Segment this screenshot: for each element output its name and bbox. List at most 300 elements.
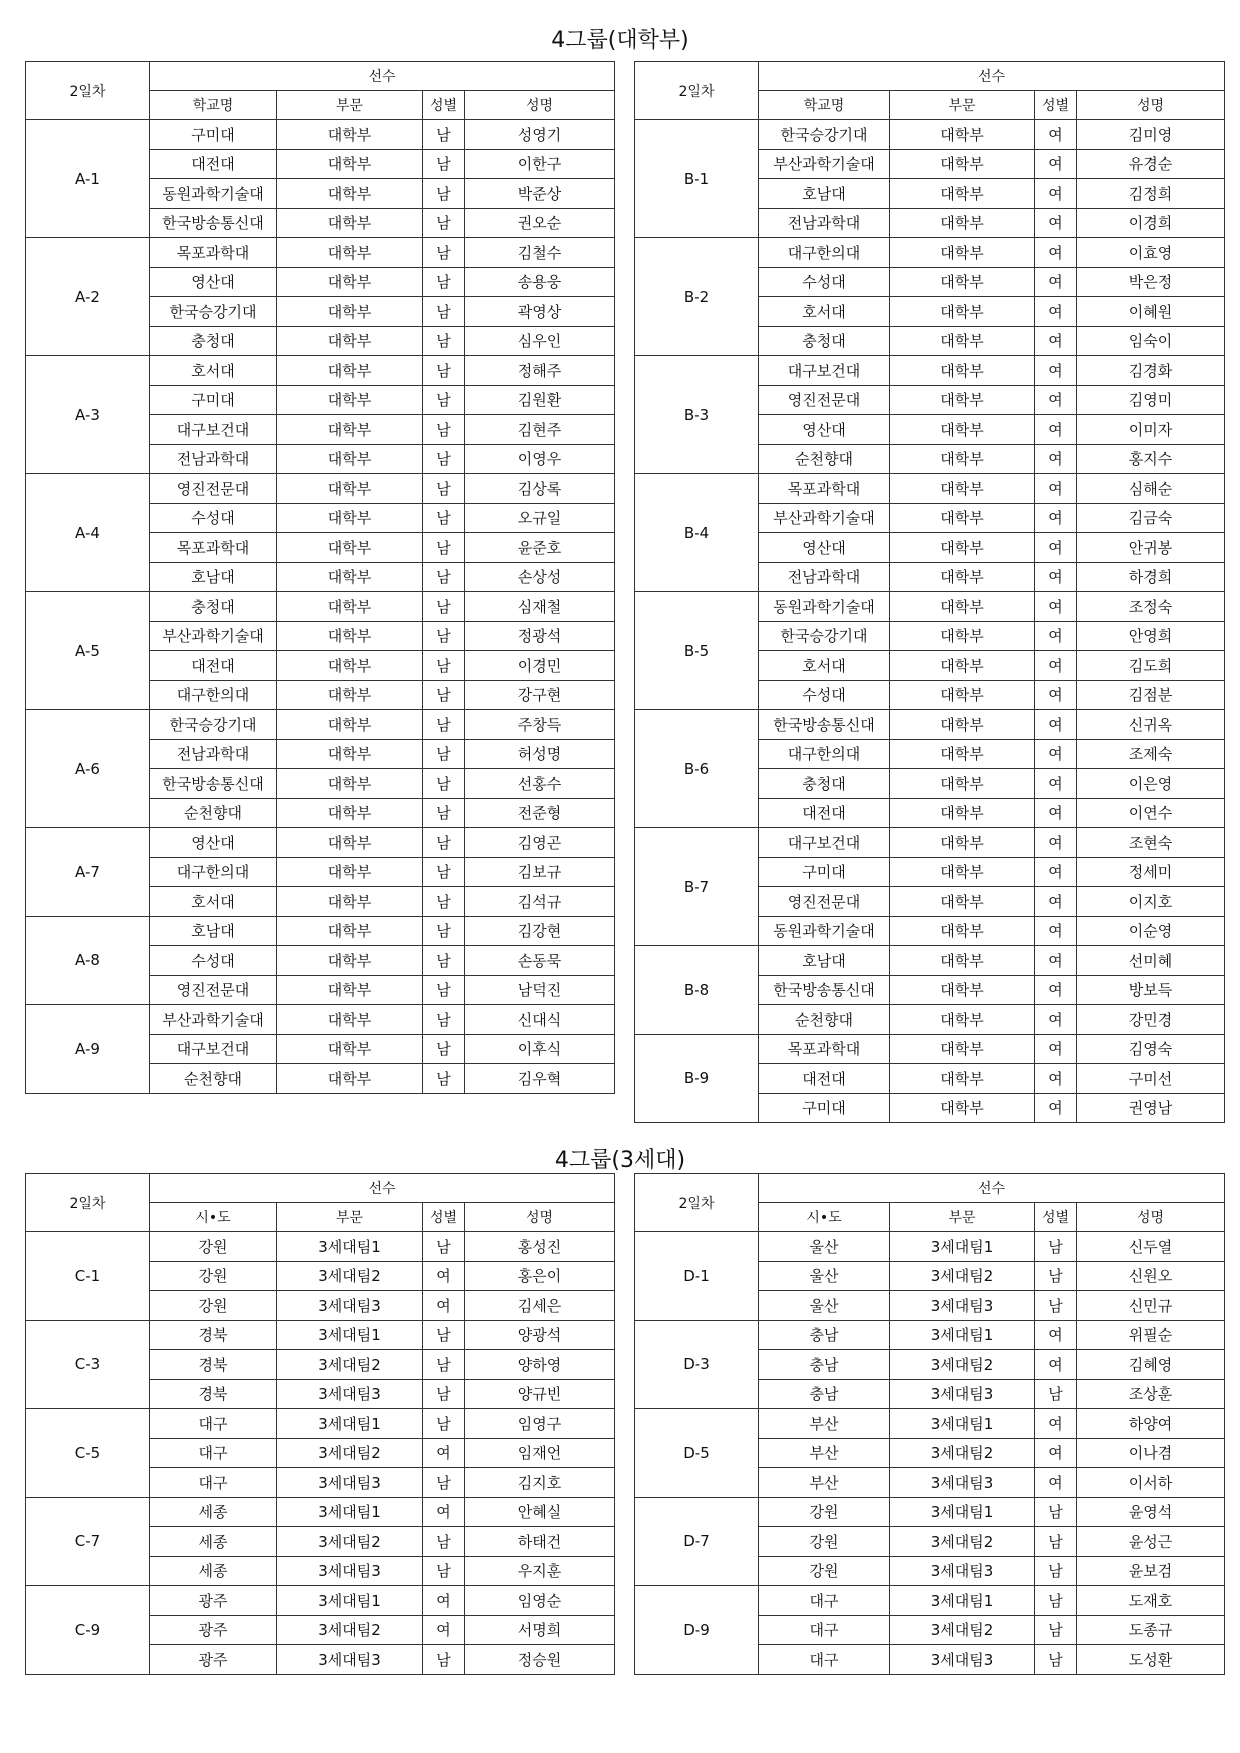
school-cell: 호남대 <box>150 562 277 592</box>
division-cell: 대학부 <box>277 975 423 1005</box>
division-cell: 대학부 <box>890 857 1035 887</box>
school-cell: 호서대 <box>150 887 277 917</box>
school-cell: 영진전문대 <box>150 975 277 1005</box>
school-cell: 한국방송통신대 <box>759 710 890 740</box>
table-row <box>26 1320 615 1350</box>
gender-cell: 남 <box>423 208 465 238</box>
gender-cell: 남 <box>423 739 465 769</box>
group-label: C-5 <box>26 1409 150 1498</box>
division-cell: 대학부 <box>277 179 423 209</box>
division-cell: 3세대팀2 <box>890 1438 1035 1468</box>
gender-cell: 남 <box>423 769 465 799</box>
division-cell: 대학부 <box>890 503 1035 533</box>
gender-cell: 여 <box>423 1261 465 1291</box>
gender-cell: 여 <box>1035 1093 1077 1123</box>
school-cell: 전남과학대 <box>759 562 890 592</box>
gender-cell: 남 <box>1035 1645 1077 1675</box>
name-cell: 양광석 <box>465 1320 615 1350</box>
school-cell: 구미대 <box>759 857 890 887</box>
group-label: A-9 <box>26 1005 150 1094</box>
name-cell: 김영미 <box>1077 385 1225 415</box>
school-cell: 수성대 <box>150 946 277 976</box>
region-cell: 경북 <box>150 1379 277 1409</box>
roster-table-a <box>25 61 615 1094</box>
group-label: D-7 <box>635 1497 759 1586</box>
school-cell: 부산과학기술대 <box>150 621 277 651</box>
name-cell: 안영희 <box>1077 621 1225 651</box>
school-cell: 수성대 <box>759 680 890 710</box>
region-cell: 충남 <box>759 1350 890 1380</box>
name-cell: 신귀옥 <box>1077 710 1225 740</box>
gender-cell: 남 <box>423 503 465 533</box>
division-header: 부문 <box>890 91 1035 120</box>
school-cell: 호서대 <box>759 297 890 327</box>
table-row <box>635 946 1225 976</box>
group-label: C-1 <box>26 1232 150 1321</box>
region-cell: 경북 <box>150 1350 277 1380</box>
division-cell: 대학부 <box>277 916 423 946</box>
division-cell: 대학부 <box>890 798 1035 828</box>
gender-cell: 여 <box>1035 739 1077 769</box>
gender-cell: 여 <box>1035 1005 1077 1035</box>
name-cell: 김지호 <box>465 1468 615 1498</box>
division-cell: 대학부 <box>277 1034 423 1064</box>
name-cell: 임숙이 <box>1077 326 1225 356</box>
name-cell: 권오순 <box>465 208 615 238</box>
day-header: 2일차 <box>635 62 759 120</box>
gender-cell: 여 <box>1035 415 1077 445</box>
name-cell: 이나겸 <box>1077 1438 1225 1468</box>
name-cell: 손동묵 <box>465 946 615 976</box>
division-cell: 3세대팀2 <box>277 1527 423 1557</box>
school-cell: 충청대 <box>759 769 890 799</box>
name-cell: 김점분 <box>1077 680 1225 710</box>
gender-cell: 여 <box>1035 798 1077 828</box>
school-cell: 한국방송통신대 <box>150 769 277 799</box>
name-cell: 김영숙 <box>1077 1034 1225 1064</box>
division-cell: 3세대팀2 <box>277 1350 423 1380</box>
gender-cell: 여 <box>1035 1034 1077 1064</box>
region-cell: 충남 <box>759 1320 890 1350</box>
gender-cell: 남 <box>423 1468 465 1498</box>
group-label: A-4 <box>26 474 150 592</box>
region-cell: 강원 <box>150 1261 277 1291</box>
gender-cell: 여 <box>1035 592 1077 622</box>
name-cell: 허성명 <box>465 739 615 769</box>
division-cell: 대학부 <box>890 120 1035 150</box>
name-cell: 손상성 <box>465 562 615 592</box>
division-header: 부문 <box>890 1203 1035 1232</box>
gender-cell: 남 <box>1035 1379 1077 1409</box>
division-cell: 대학부 <box>890 828 1035 858</box>
division-cell: 대학부 <box>277 769 423 799</box>
gender-cell: 남 <box>423 621 465 651</box>
name-header: 성명 <box>1077 91 1225 120</box>
division-cell: 3세대팀2 <box>890 1261 1035 1291</box>
table-row <box>635 592 1225 622</box>
name-cell: 오규일 <box>465 503 615 533</box>
name-cell: 임재언 <box>465 1438 615 1468</box>
section-title-university: 4그룹(대학부) <box>551 28 689 53</box>
school-cell: 구미대 <box>150 385 277 415</box>
name-cell: 신두열 <box>1077 1232 1225 1262</box>
name-cell: 도재호 <box>1077 1586 1225 1616</box>
group-label: A-3 <box>26 356 150 474</box>
day-header: 2일차 <box>26 1174 150 1232</box>
school-cell: 부산과학기술대 <box>759 503 890 533</box>
name-cell: 강민경 <box>1077 1005 1225 1035</box>
school-cell: 한국승강기대 <box>150 297 277 327</box>
name-cell: 선미혜 <box>1077 946 1225 976</box>
gender-cell: 남 <box>423 1645 465 1675</box>
header-row <box>26 1174 615 1203</box>
school-cell: 동원과학기술대 <box>759 592 890 622</box>
school-cell: 순천향대 <box>759 1005 890 1035</box>
school-cell: 순천향대 <box>150 798 277 828</box>
division-cell: 대학부 <box>890 267 1035 297</box>
division-cell: 3세대팀3 <box>277 1468 423 1498</box>
gender-cell: 여 <box>1035 474 1077 504</box>
name-cell: 구미선 <box>1077 1064 1225 1094</box>
name-cell: 박준상 <box>465 179 615 209</box>
table-row <box>635 474 1225 504</box>
name-cell: 이경민 <box>465 651 615 681</box>
school-cell: 한국방송통신대 <box>150 208 277 238</box>
division-cell: 대학부 <box>277 326 423 356</box>
school-cell: 대구한의대 <box>150 680 277 710</box>
region-cell: 세종 <box>150 1497 277 1527</box>
name-cell: 홍성진 <box>465 1232 615 1262</box>
gender-cell: 여 <box>1035 297 1077 327</box>
name-cell: 신대식 <box>465 1005 615 1035</box>
school-cell: 영진전문대 <box>150 474 277 504</box>
name-cell: 임영구 <box>465 1409 615 1439</box>
division-cell: 대학부 <box>277 592 423 622</box>
division-cell: 3세대팀1 <box>890 1586 1035 1616</box>
gender-cell: 남 <box>423 326 465 356</box>
gender-cell: 여 <box>1035 267 1077 297</box>
name-cell: 심우인 <box>465 326 615 356</box>
gender-cell: 남 <box>423 946 465 976</box>
division-cell: 대학부 <box>277 385 423 415</box>
gender-header: 성별 <box>423 91 465 120</box>
name-cell: 이서하 <box>1077 1468 1225 1498</box>
name-cell: 이순영 <box>1077 916 1225 946</box>
gender-cell: 여 <box>423 1615 465 1645</box>
name-cell: 정해주 <box>465 356 615 386</box>
region-cell: 강원 <box>759 1527 890 1557</box>
name-cell: 김혜영 <box>1077 1350 1225 1380</box>
school-cell: 수성대 <box>150 503 277 533</box>
table-row <box>635 238 1225 268</box>
name-cell: 윤성근 <box>1077 1527 1225 1557</box>
school-cell: 충청대 <box>150 592 277 622</box>
region-header: 시•도 <box>150 1203 277 1232</box>
name-cell: 하경희 <box>1077 562 1225 592</box>
division-cell: 대학부 <box>890 680 1035 710</box>
name-cell: 김정희 <box>1077 179 1225 209</box>
division-cell: 대학부 <box>277 621 423 651</box>
gender-cell: 여 <box>1035 208 1077 238</box>
division-cell: 대학부 <box>277 267 423 297</box>
table-row <box>26 120 615 150</box>
table-row <box>26 1005 615 1035</box>
division-cell: 대학부 <box>277 562 423 592</box>
division-cell: 대학부 <box>890 208 1035 238</box>
group-label: A-5 <box>26 592 150 710</box>
school-cell: 호남대 <box>150 916 277 946</box>
school-cell: 호남대 <box>759 946 890 976</box>
division-cell: 3세대팀2 <box>277 1261 423 1291</box>
division-cell: 대학부 <box>890 946 1035 976</box>
gender-cell: 여 <box>1035 326 1077 356</box>
gender-cell: 남 <box>423 916 465 946</box>
roster-table-c <box>25 1173 615 1675</box>
gender-cell: 남 <box>423 1034 465 1064</box>
region-cell: 울산 <box>759 1291 890 1321</box>
name-cell: 성영기 <box>465 120 615 150</box>
division-cell: 대학부 <box>277 887 423 917</box>
group-label: A-6 <box>26 710 150 828</box>
school-cell: 호서대 <box>150 356 277 386</box>
name-cell: 김미영 <box>1077 120 1225 150</box>
name-cell: 남덕진 <box>465 975 615 1005</box>
name-cell: 방보득 <box>1077 975 1225 1005</box>
gender-cell: 여 <box>1035 710 1077 740</box>
table-row <box>635 356 1225 386</box>
name-cell: 서명희 <box>465 1615 615 1645</box>
region-cell: 부산 <box>759 1409 890 1439</box>
school-cell: 한국승강기대 <box>759 621 890 651</box>
region-cell: 세종 <box>150 1556 277 1586</box>
name-cell: 주창득 <box>465 710 615 740</box>
division-cell: 대학부 <box>890 1064 1035 1094</box>
name-cell: 윤준호 <box>465 533 615 563</box>
name-cell: 임영순 <box>465 1586 615 1616</box>
group-label: A-7 <box>26 828 150 917</box>
division-cell: 대학부 <box>890 474 1035 504</box>
division-cell: 대학부 <box>890 710 1035 740</box>
gender-cell: 남 <box>423 297 465 327</box>
gender-cell: 여 <box>1035 887 1077 917</box>
table-row <box>635 1320 1225 1350</box>
name-cell: 홍은이 <box>465 1261 615 1291</box>
gender-cell: 남 <box>1035 1497 1077 1527</box>
table-row <box>26 1232 615 1262</box>
name-cell: 송용웅 <box>465 267 615 297</box>
school-cell: 동원과학기술대 <box>150 179 277 209</box>
table-row <box>635 1034 1225 1064</box>
table-row <box>26 592 615 622</box>
gender-cell: 남 <box>423 1320 465 1350</box>
gender-cell: 남 <box>423 120 465 150</box>
name-cell: 하태건 <box>465 1527 615 1557</box>
gender-cell: 남 <box>1035 1527 1077 1557</box>
players-header: 선수 <box>150 1174 615 1203</box>
group-label: D-1 <box>635 1232 759 1321</box>
gender-cell: 남 <box>423 1350 465 1380</box>
gender-cell: 남 <box>423 1527 465 1557</box>
gender-cell: 남 <box>423 710 465 740</box>
name-cell: 안혜실 <box>465 1497 615 1527</box>
region-cell: 강원 <box>150 1232 277 1262</box>
name-cell: 윤보검 <box>1077 1556 1225 1586</box>
gender-cell: 남 <box>423 415 465 445</box>
division-cell: 3세대팀1 <box>890 1409 1035 1439</box>
table-row <box>26 1409 615 1439</box>
school-cell: 부산과학기술대 <box>150 1005 277 1035</box>
name-cell: 이은영 <box>1077 769 1225 799</box>
division-cell: 대학부 <box>890 179 1035 209</box>
division-header: 부문 <box>277 91 423 120</box>
name-cell: 양규빈 <box>465 1379 615 1409</box>
gender-cell: 여 <box>423 1586 465 1616</box>
name-cell: 선홍수 <box>465 769 615 799</box>
gender-cell: 남 <box>1035 1232 1077 1262</box>
group-label: D-9 <box>635 1586 759 1675</box>
table-row <box>26 474 615 504</box>
name-cell: 권영남 <box>1077 1093 1225 1123</box>
division-cell: 3세대팀3 <box>277 1379 423 1409</box>
region-cell: 세종 <box>150 1527 277 1557</box>
name-cell: 김철수 <box>465 238 615 268</box>
gender-cell: 여 <box>1035 1468 1077 1498</box>
gender-cell: 남 <box>423 1232 465 1262</box>
school-cell: 목포과학대 <box>759 474 890 504</box>
gender-cell: 여 <box>1035 179 1077 209</box>
name-cell: 김상록 <box>465 474 615 504</box>
division-cell: 3세대팀1 <box>277 1232 423 1262</box>
division-cell: 대학부 <box>277 1064 423 1094</box>
name-cell: 조현숙 <box>1077 828 1225 858</box>
school-cell: 전남과학대 <box>759 208 890 238</box>
region-cell: 부산 <box>759 1468 890 1498</box>
division-cell: 대학부 <box>277 651 423 681</box>
gender-cell: 여 <box>1035 975 1077 1005</box>
school-cell: 한국승강기대 <box>759 120 890 150</box>
name-cell: 강구현 <box>465 680 615 710</box>
gender-cell: 남 <box>423 356 465 386</box>
school-cell: 동원과학기술대 <box>759 916 890 946</box>
school-header: 학교명 <box>150 91 277 120</box>
region-cell: 대구 <box>759 1615 890 1645</box>
name-cell: 김경화 <box>1077 356 1225 386</box>
header-row <box>635 1174 1225 1203</box>
name-cell: 정승원 <box>465 1645 615 1675</box>
name-cell: 신원오 <box>1077 1261 1225 1291</box>
region-cell: 광주 <box>150 1586 277 1616</box>
name-cell: 심재철 <box>465 592 615 622</box>
name-cell: 전준형 <box>465 798 615 828</box>
division-cell: 3세대팀2 <box>890 1615 1035 1645</box>
division-cell: 3세대팀3 <box>890 1645 1035 1675</box>
gender-cell: 남 <box>1035 1291 1077 1321</box>
school-cell: 대구보건대 <box>150 415 277 445</box>
name-cell: 박은정 <box>1077 267 1225 297</box>
school-cell: 대구보건대 <box>759 356 890 386</box>
name-cell: 이지호 <box>1077 887 1225 917</box>
roster-table-d <box>634 1173 1225 1675</box>
gender-cell: 여 <box>1035 621 1077 651</box>
group-label: B-8 <box>635 946 759 1035</box>
name-cell: 이영우 <box>465 444 615 474</box>
school-cell: 한국승강기대 <box>150 710 277 740</box>
gender-cell: 남 <box>423 562 465 592</box>
division-cell: 대학부 <box>890 238 1035 268</box>
table-row <box>635 828 1225 858</box>
gender-cell: 여 <box>1035 1320 1077 1350</box>
school-header: 학교명 <box>759 91 890 120</box>
name-cell: 안귀봉 <box>1077 533 1225 563</box>
gender-cell: 여 <box>1035 120 1077 150</box>
division-cell: 대학부 <box>890 444 1035 474</box>
region-cell: 대구 <box>150 1468 277 1498</box>
name-cell: 홍지수 <box>1077 444 1225 474</box>
gender-cell: 여 <box>1035 503 1077 533</box>
name-cell: 도종규 <box>1077 1615 1225 1645</box>
region-cell: 광주 <box>150 1645 277 1675</box>
gender-cell: 여 <box>1035 828 1077 858</box>
division-cell: 대학부 <box>277 415 423 445</box>
division-cell: 대학부 <box>890 562 1035 592</box>
gender-cell: 남 <box>423 444 465 474</box>
school-cell: 대구보건대 <box>150 1034 277 1064</box>
name-cell: 김현주 <box>465 415 615 445</box>
region-cell: 대구 <box>759 1586 890 1616</box>
gender-cell: 남 <box>423 651 465 681</box>
gender-cell: 남 <box>423 1409 465 1439</box>
school-cell: 부산과학기술대 <box>759 149 890 179</box>
school-cell: 충청대 <box>759 326 890 356</box>
division-cell: 3세대팀1 <box>277 1497 423 1527</box>
division-cell: 대학부 <box>890 415 1035 445</box>
name-cell: 곽영상 <box>465 297 615 327</box>
group-label: A-1 <box>26 120 150 238</box>
name-cell: 이후식 <box>465 1034 615 1064</box>
school-cell: 대구보건대 <box>759 828 890 858</box>
school-cell: 목포과학대 <box>759 1034 890 1064</box>
division-cell: 대학부 <box>890 385 1035 415</box>
division-cell: 3세대팀3 <box>890 1379 1035 1409</box>
division-cell: 3세대팀1 <box>277 1586 423 1616</box>
gender-header: 성별 <box>1035 1203 1077 1232</box>
school-cell: 충청대 <box>150 326 277 356</box>
gender-cell: 남 <box>423 798 465 828</box>
table-row <box>26 828 615 858</box>
players-header: 선수 <box>759 62 1225 91</box>
table-row <box>635 1409 1225 1439</box>
division-cell: 대학부 <box>277 857 423 887</box>
school-cell: 대구한의대 <box>150 857 277 887</box>
school-cell: 호남대 <box>759 179 890 209</box>
school-cell: 대전대 <box>150 651 277 681</box>
group-label: A-8 <box>26 916 150 1005</box>
division-cell: 대학부 <box>277 149 423 179</box>
name-cell: 우지훈 <box>465 1556 615 1586</box>
header-row <box>635 62 1225 91</box>
name-cell: 정광석 <box>465 621 615 651</box>
school-cell: 목포과학대 <box>150 238 277 268</box>
name-cell: 김도희 <box>1077 651 1225 681</box>
school-cell: 순천향대 <box>150 1064 277 1094</box>
region-cell: 울산 <box>759 1261 890 1291</box>
name-cell: 김우혁 <box>465 1064 615 1094</box>
day-header: 2일차 <box>635 1174 759 1232</box>
table-row <box>635 1232 1225 1262</box>
name-cell: 양하영 <box>465 1350 615 1380</box>
group-label: B-4 <box>635 474 759 592</box>
division-cell: 대학부 <box>277 120 423 150</box>
